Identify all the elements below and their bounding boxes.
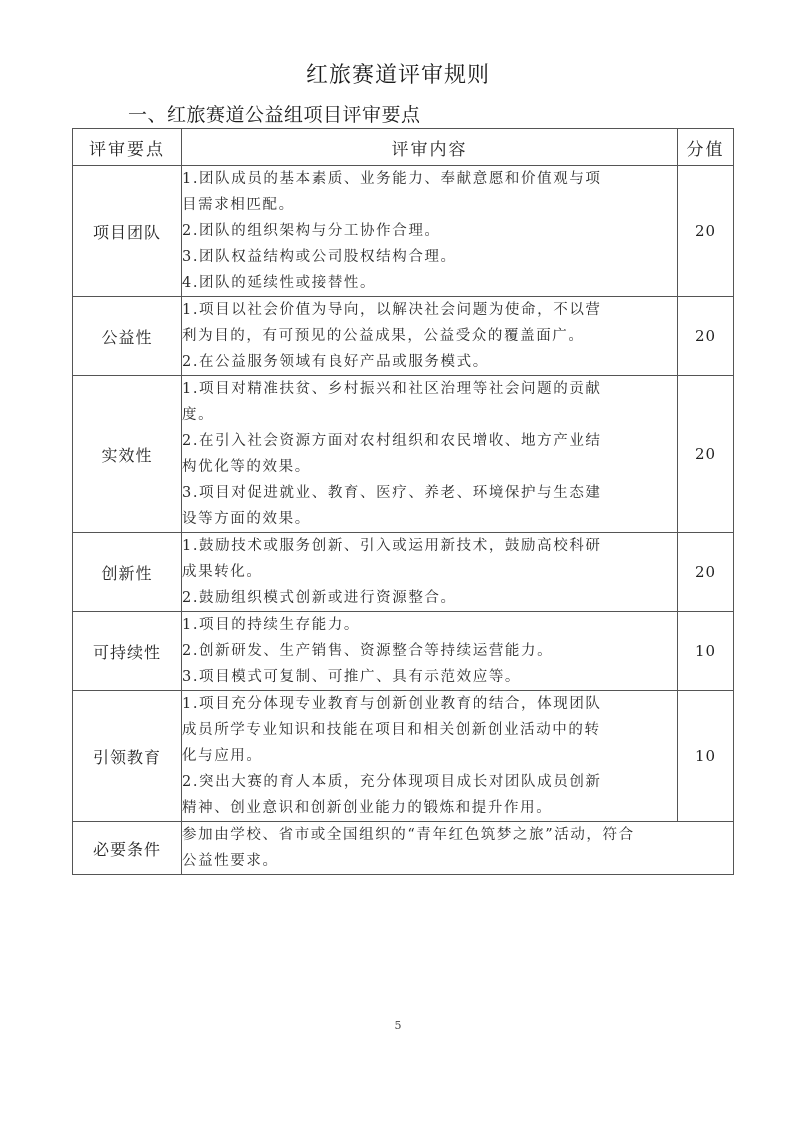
criterion-score: 10 [678,612,734,691]
content-line: 3.团队权益结构或公司股权结构合理。 [182,249,457,265]
header-score: 分值 [678,129,734,166]
content-line: 3.项目模式可复制、可推广、具有示范效应等。 [182,669,522,685]
content-line: 1.项目充分体现专业教育与创新创业教育的结合，体现团队 [182,696,602,712]
content-line: 1.鼓励技术或服务创新、引入或运用新技术，鼓励高校科研 [182,538,602,554]
content-line: 化与应用。 [182,748,263,764]
criterion-score: 20 [678,533,734,612]
criterion-content [182,691,678,822]
content-line: 公益性要求。 [182,853,279,869]
content-line: 2.鼓励组织模式创新或进行资源整合。 [182,590,457,606]
table-row [73,166,734,297]
content-line: 目需求相匹配。 [182,197,295,213]
criterion-key: 项目团队 [73,166,182,297]
criterion-score: 20 [678,166,734,297]
criterion-content [182,166,678,297]
criterion-score: 20 [678,376,734,533]
table-row [73,297,734,376]
page-number: 5 [394,1019,402,1032]
content-line: 2.团队的组织架构与分工协作合理。 [182,223,441,239]
criterion-key: 引领教育 [73,691,182,822]
criterion-key: 可持续性 [73,612,182,691]
section-title: 一、红旅赛道公益组项目评审要点 [128,104,421,126]
table-header-row [73,129,734,166]
content-line: 利为目的，有可预见的公益成果，公益受众的覆盖面广。 [182,328,585,344]
table-row [73,376,734,533]
criterion-key: 实效性 [73,376,182,533]
header-key: 评审要点 [73,129,182,166]
content-line: 2.在公益服务领域有良好产品或服务模式。 [182,354,489,370]
content-line: 1.项目以社会价值为导向，以解决社会问题为使命，不以营 [182,302,602,318]
content-line: 3.项目对促进就业、教育、医疗、养老、环境保护与生态建 [182,485,602,501]
content-line: 设等方面的效果。 [182,511,311,527]
content-line: 成员所学专业知识和技能在项目和相关创新创业活动中的转 [182,722,601,738]
table-row [73,691,734,822]
criterion-key: 公益性 [73,297,182,376]
required-content [182,822,734,875]
content-line: 参加由学校、省市或全国组织的“青年红色筑梦之旅”活动，符合 [182,827,635,843]
content-line: 2.在引入社会资源方面对农村组织和农民增收、地方产业结 [182,433,602,449]
required-key: 必要条件 [73,822,182,875]
content-line: 1.项目对精准扶贫、乡村振兴和社区治理等社会问题的贡献 [182,381,602,397]
criterion-content [182,533,678,612]
content-line: 度。 [182,407,215,423]
content-line: 成果转化。 [182,564,263,580]
table-row [73,612,734,691]
criterion-key: 创新性 [73,533,182,612]
table-row [73,533,734,612]
criterion-score: 20 [678,297,734,376]
content-line: 2.创新研发、生产销售、资源整合等持续运营能力。 [182,643,554,659]
content-line: 构优化等的效果。 [182,459,311,475]
content-line: 2.突出大赛的育人本质，充分体现项目成长对团队成员创新 [182,774,602,790]
content-line: 精神、创业意识和创新创业能力的锻炼和提升作用。 [182,800,553,816]
content-line: 1.团队成员的基本素质、业务能力、奉献意愿和价值观与项 [182,171,602,187]
criterion-content [182,612,678,691]
criterion-score: 10 [678,691,734,822]
content-line: 4.团队的延续性或接替性。 [182,275,377,291]
required-conditions-row [73,822,734,875]
criterion-content [182,376,678,533]
content-line: 1.项目的持续生存能力。 [182,617,361,633]
page-title: 红旅赛道评审规则 [305,63,490,88]
header-content: 评审内容 [182,129,678,166]
criterion-content [182,297,678,376]
review-criteria-table [72,128,734,875]
